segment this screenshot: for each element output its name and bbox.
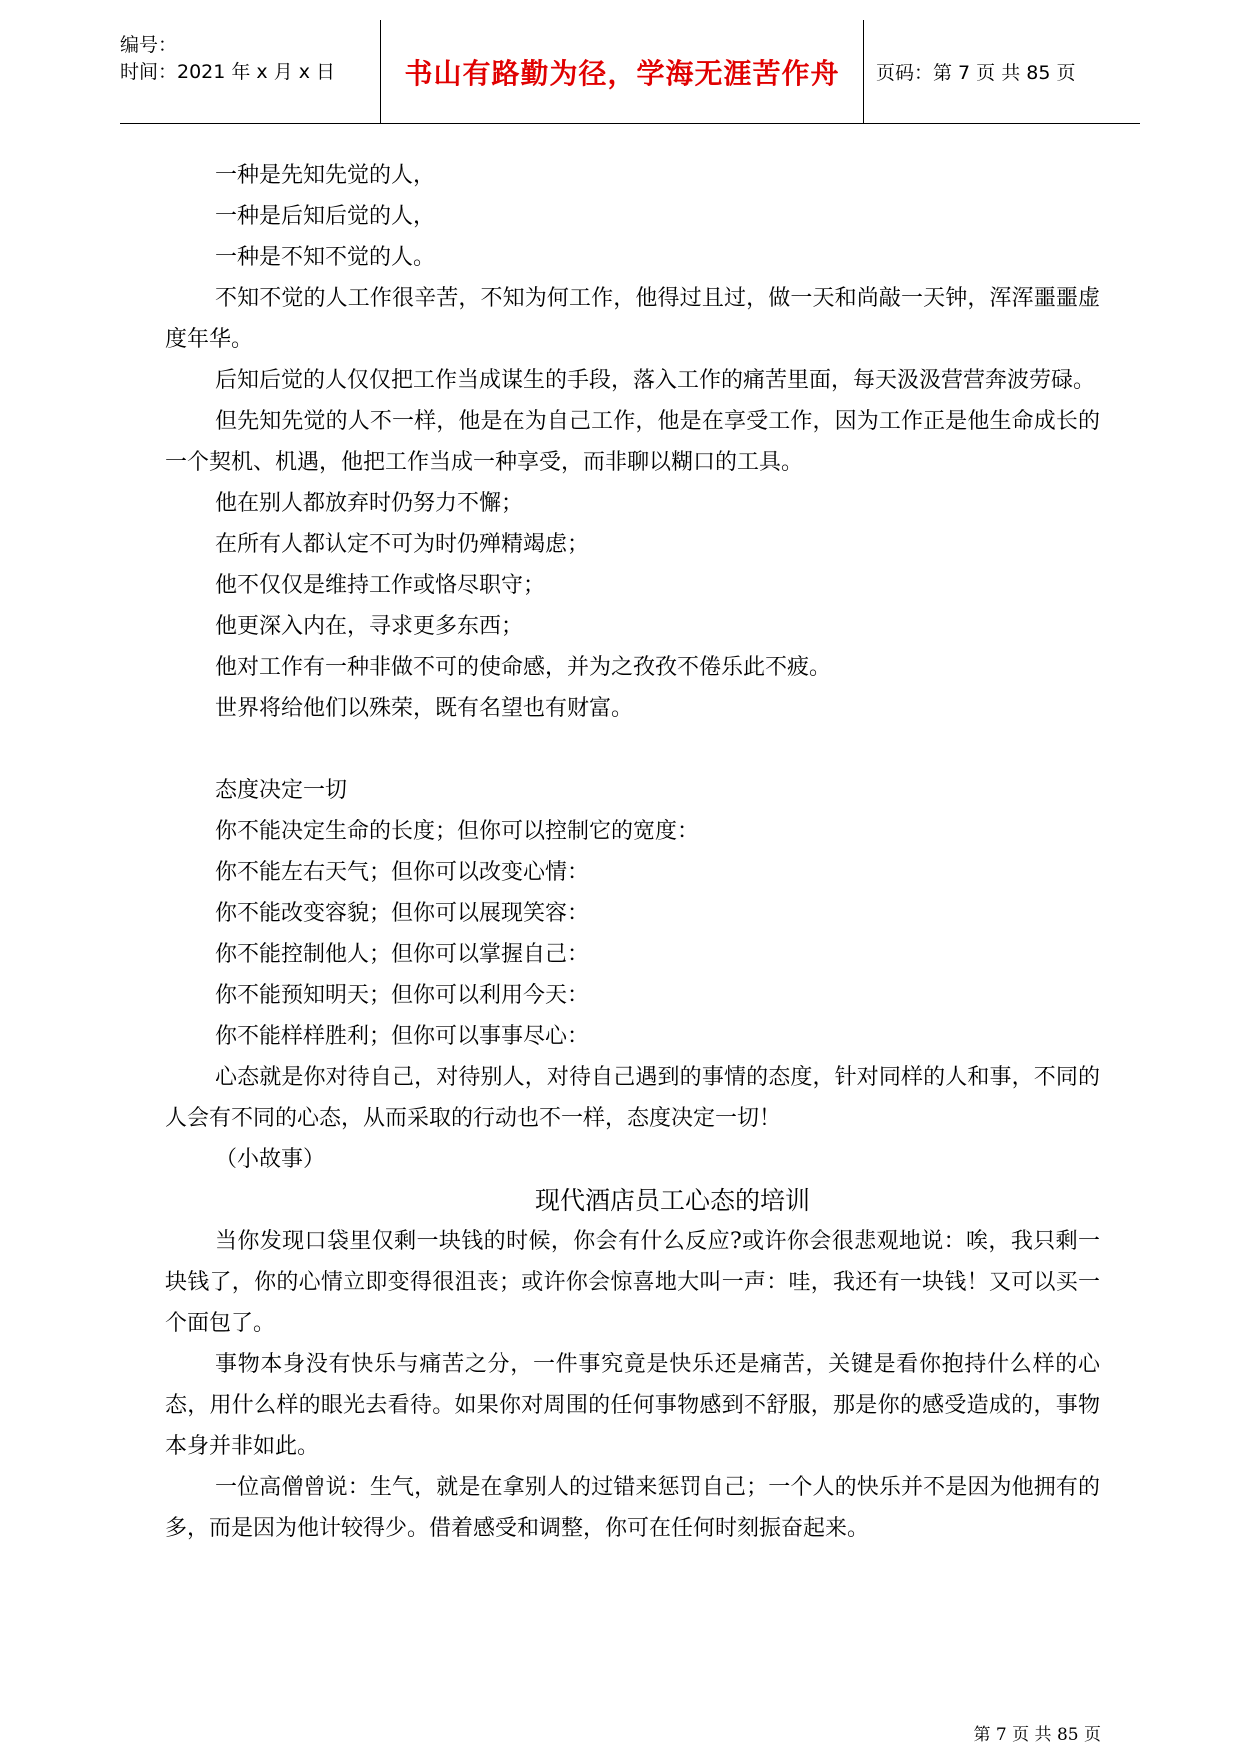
header-page-info: 页码：第 7 页 共 85 页 <box>876 62 1076 84</box>
paragraph: 你不能预知明天；但你可以利用今天： <box>215 983 590 1008</box>
paragraph: 你不能决定生命的长度；但你可以控制它的宽度： <box>215 819 700 844</box>
paragraph: 不知不觉的人工作很辛苦，不知为何工作，他得过且过，做一天和尚敲一天钟，浑浑噩噩虚度年华。 <box>165 286 1100 352</box>
paragraph: 态度决定一切 <box>215 778 348 803</box>
document-body <box>165 155 1100 1549</box>
paragraph: 他不仅仅是维持工作或恪尽职守； <box>215 573 546 598</box>
header-motto: 书山有路勤为径，学海无涯苦作舟 <box>404 56 840 90</box>
paragraph: 后知后觉的人仅仅把工作当成谋生的手段，落入工作的痛苦里面，每天汲汲营营奔波劳碌。 <box>215 368 1096 393</box>
document-number-label: 编号： <box>120 34 178 56</box>
header-meta <box>120 20 380 123</box>
paragraph: 一种是先知先觉的人， <box>215 163 436 188</box>
paragraph: 你不能改变容貌；但你可以展现笑容： <box>215 901 590 926</box>
paragraph: 一位高僧曾说：生气，就是在拿别人的过错来惩罚自己；一个人的快乐并不是因为他拥有的多，而是因为他计较得少。借着感受和调整，你可在任何时刻振奋起来。 <box>165 1475 1100 1541</box>
page-header <box>120 20 1140 124</box>
page-footer: 第 7 页 共 85 页 <box>973 1725 1101 1745</box>
header-motto-cell <box>380 20 864 123</box>
paragraph: 你不能左右天气；但你可以改变心情： <box>215 860 590 885</box>
paragraph: 一种是后知后觉的人， <box>215 204 436 229</box>
paragraph: 他更深入内在，寻求更多东西； <box>215 614 524 639</box>
header-page-info-cell <box>864 20 1140 123</box>
section-title: 现代酒店员工心态的培训 <box>534 1186 810 1215</box>
paragraph: 你不能样样胜利；但你可以事事尽心： <box>215 1024 590 1049</box>
paragraph: 他在别人都放弃时仍努力不懈； <box>215 491 524 516</box>
paragraph: 世界将给他们以殊荣，既有名望也有财富。 <box>215 696 634 721</box>
paragraph: 事物本身没有快乐与痛苦之分，一件事究竟是快乐还是痛苦，关键是看你抱持什么样的心态，用什么样的眼光去看待。如果你对周围的任何事物感到不舒服，那是你的感受造成的，事物本身并非如此。 <box>165 1352 1100 1459</box>
paragraph: （小故事） <box>215 1147 326 1172</box>
paragraph: 在所有人都认定不可为时仍殚精竭虑； <box>215 532 590 557</box>
paragraph: 一种是不知不觉的人。 <box>215 245 436 270</box>
paragraph: 但先知先觉的人不一样，他是在为自己工作，他是在享受工作，因为工作正是他生命成长的一个契机、机遇，他把工作当成一种享受，而非聊以糊口的工具。 <box>165 409 1100 475</box>
paragraph: 你不能控制他人；但你可以掌握自己： <box>215 942 590 967</box>
paragraph: 他对工作有一种非做不可的使命感，并为之孜孜不倦乐此不疲。 <box>215 655 832 680</box>
blank-line <box>165 729 1100 770</box>
document-time-label: 时间：2021 年 x 月 x 日 <box>120 61 336 83</box>
paragraph: 当你发现口袋里仅剩一块钱的时候，你会有什么反应?或许你会很悲观地说：唉，我只剩一块钱了，你的心情立即变得很沮丧；或许你会惊喜地大叫一声：哇，我还有一块钱！又可以买一个面包了。 <box>165 1229 1100 1336</box>
paragraph: 心态就是你对待自己，对待别人，对待自己遇到的事情的态度，针对同样的人和事，不同的人会有不同的心态，从而采取的行动也不一样，态度决定一切！ <box>165 1065 1100 1131</box>
